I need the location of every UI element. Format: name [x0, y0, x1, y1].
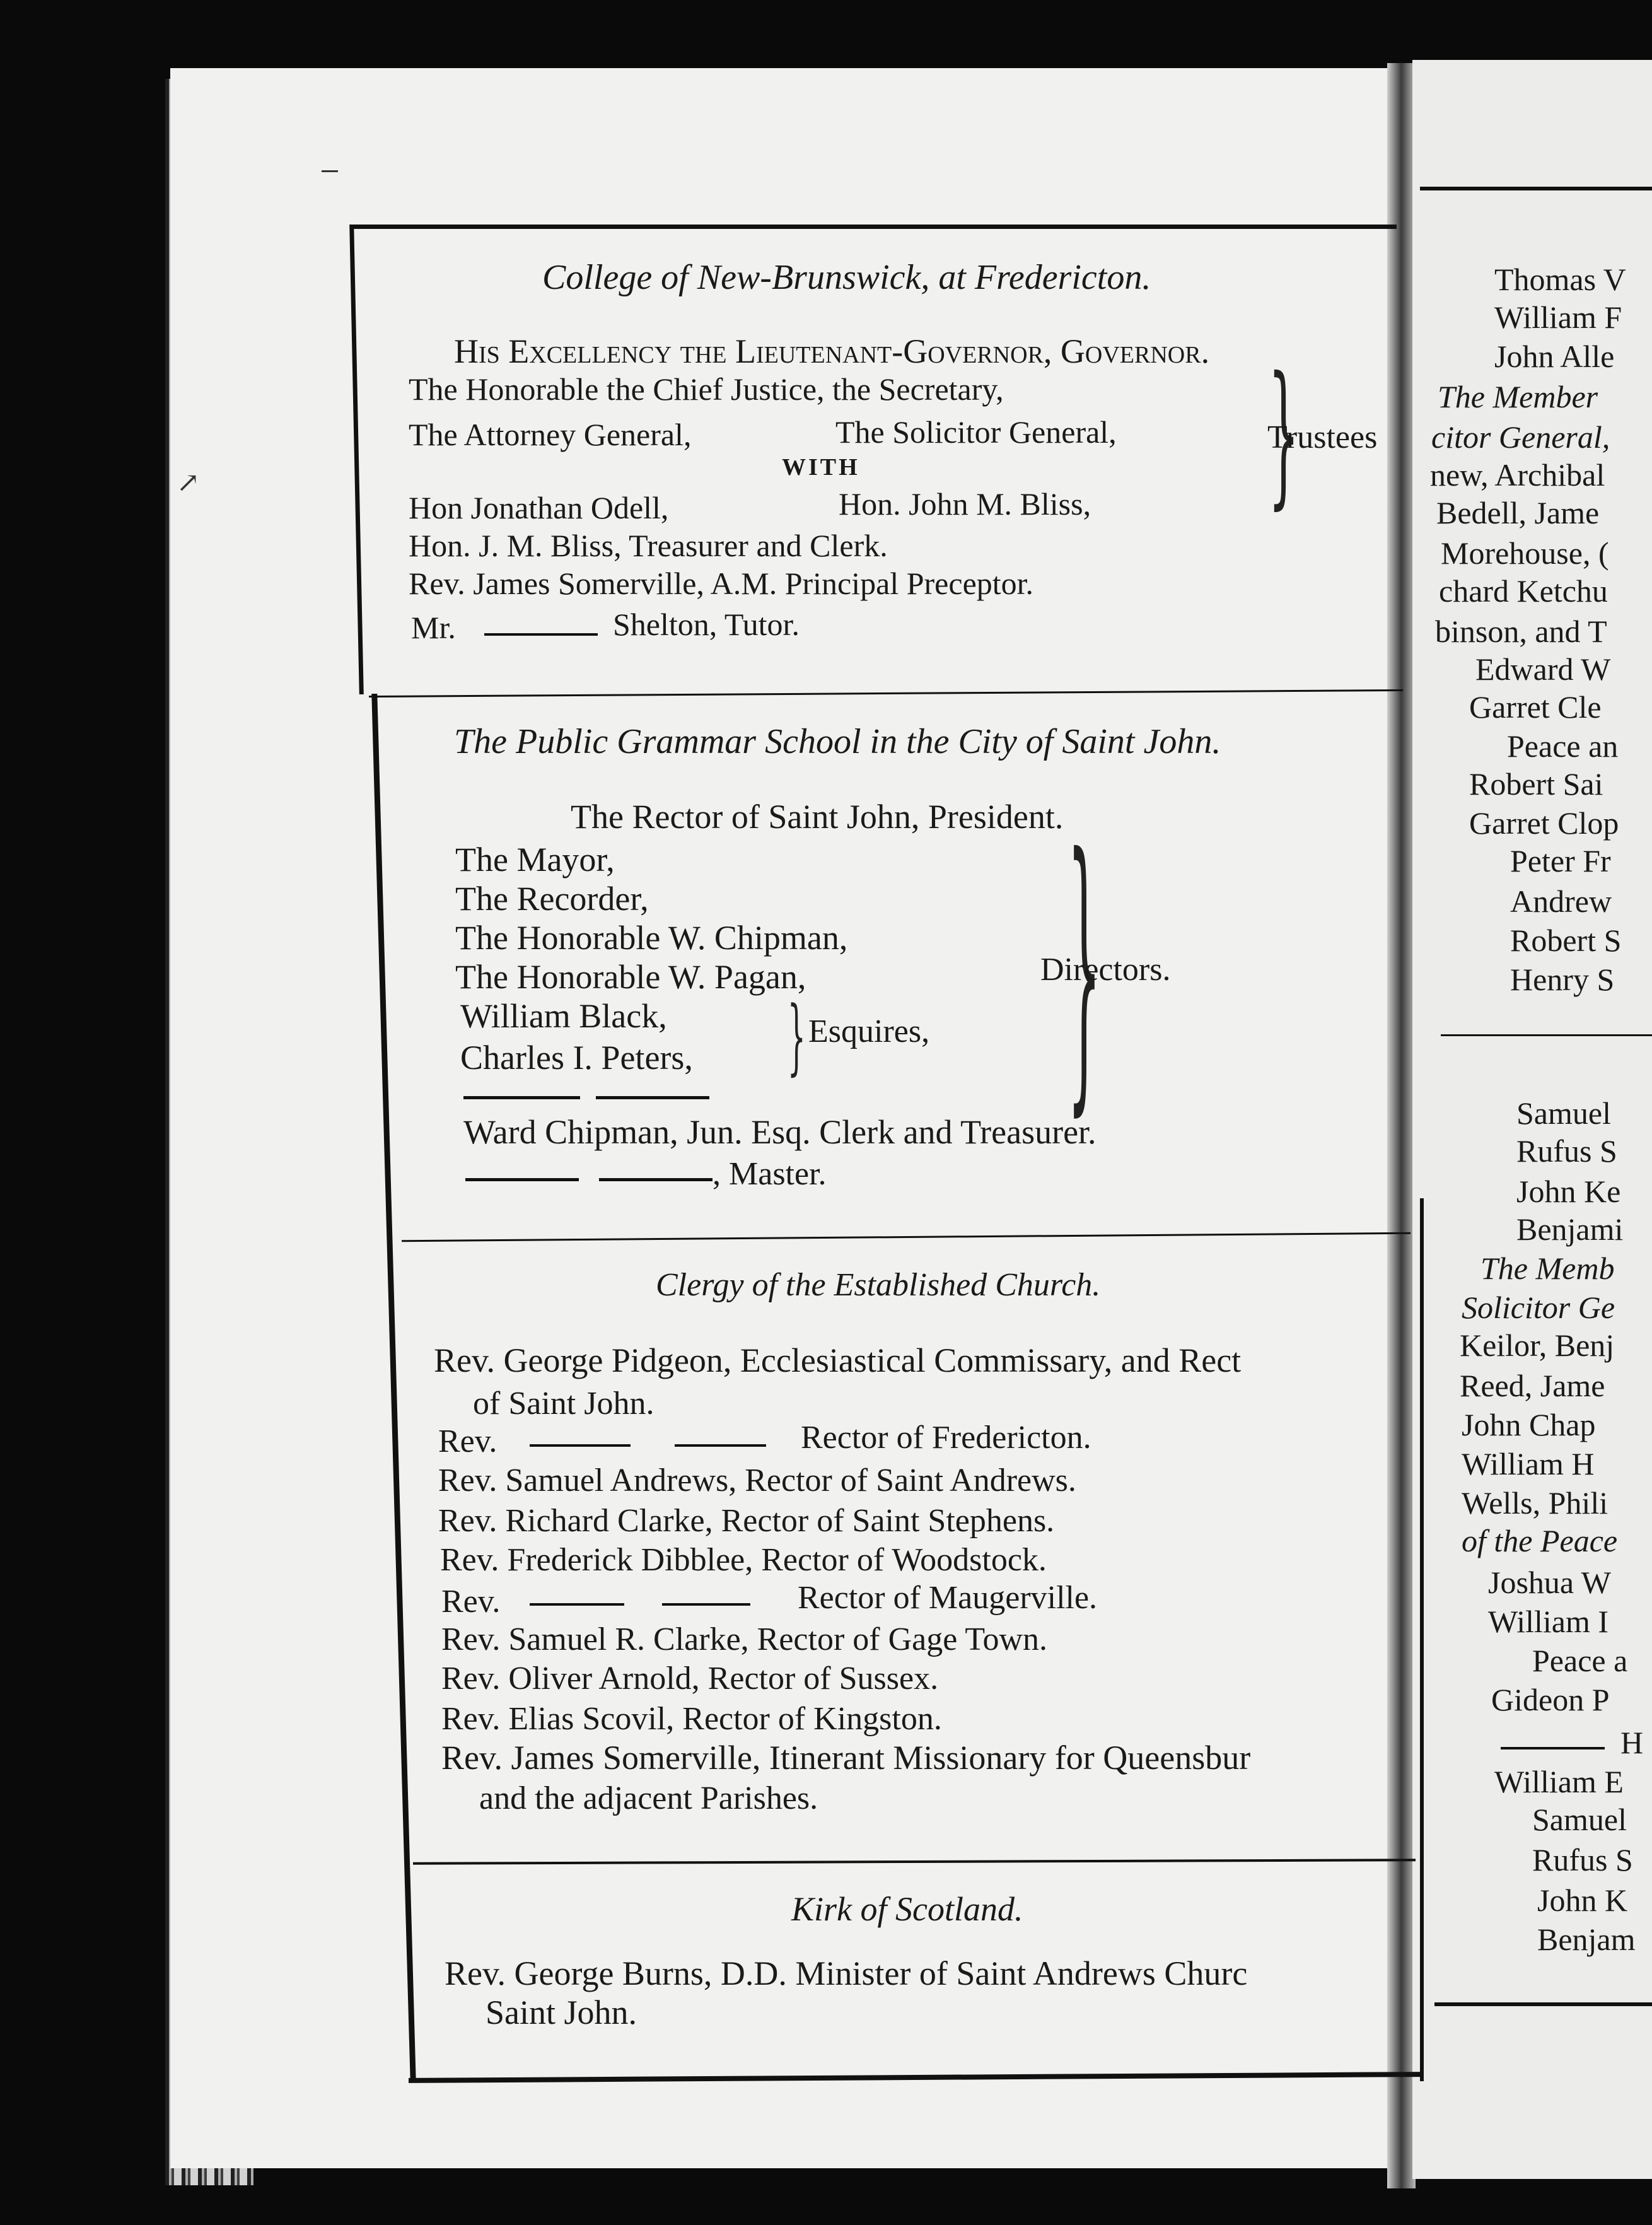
clergy-line-clarke: Rev. Richard Clarke, Rector of Saint Stephens.	[438, 1503, 1055, 1539]
right-line: of the Peace	[1462, 1523, 1618, 1558]
college-heading: College of New-Brunswick, at Fredericton.	[542, 258, 1151, 297]
maugerville-blank-2	[662, 1603, 750, 1606]
clergy-line-pidgeon-cont: of Saint John.	[473, 1386, 654, 1422]
right-line: Andrew	[1510, 884, 1612, 919]
right-line: Rufus S	[1532, 1842, 1633, 1878]
college-tutor-prefix: Mr.	[411, 610, 456, 645]
grammar-member-peters: Charles I. Peters,	[460, 1039, 693, 1077]
college-trustee-line-3b: Hon. John M. Bliss,	[839, 486, 1091, 522]
right-line: Benjami	[1516, 1212, 1624, 1247]
college-preceptor-line: Rev. James Somerville, A.M. Principal Preceptor.	[409, 566, 1034, 601]
right-line: H	[1620, 1725, 1644, 1760]
grammar-member-chipman: The Honorable W. Chipman,	[455, 919, 848, 957]
right-line: Reed, Jame	[1460, 1368, 1605, 1403]
fredericton-blank-1	[530, 1444, 631, 1447]
right-line: Wells, Phili	[1462, 1485, 1608, 1521]
clergy-line-pidgeon: Rev. George Pidgeon, Ecclesiastical Commissary, and Rect	[434, 1341, 1242, 1379]
clergy-line-andrews: Rev. Samuel Andrews, Rector of Saint Andrews.	[438, 1463, 1076, 1498]
right-page-divider-1	[1441, 1034, 1652, 1036]
maugerville-blank-1	[530, 1603, 624, 1606]
right-line: John Alle	[1494, 339, 1615, 374]
right-line: Peace a	[1532, 1643, 1628, 1678]
right-line: Peace an	[1507, 728, 1619, 764]
clergy-line-gagetown: Rev. Samuel R. Clarke, Rector of Gage Town.	[441, 1621, 1048, 1657]
kirk-line-burns: Rev. George Burns, D.D. Minister of Saint Andrews Churc	[445, 1954, 1248, 1992]
grammar-school-heading: The Public Grammar School in the City of Saint John.	[454, 722, 1221, 761]
college-trustee-line-3a: Hon Jonathan Odell,	[409, 490, 669, 525]
grammar-master-line: , Master.	[713, 1156, 827, 1192]
right-line: John K	[1537, 1883, 1628, 1918]
right-line: Gideon P	[1491, 1682, 1610, 1717]
college-governor-line: His Excellency the Lieutenant-Governor, Governor.	[454, 332, 1210, 370]
right-line: Joshua W	[1488, 1565, 1611, 1600]
clergy-line-somerville: Rev. James Somerville, Itinerant Missionary for Queensbur	[441, 1739, 1251, 1777]
college-trustee-line-2a: The Attorney General,	[409, 417, 692, 452]
clergy-line-fredericton: Rector of Fredericton.	[801, 1420, 1091, 1456]
right-line: Henry S	[1510, 962, 1615, 997]
right-line: William F	[1494, 300, 1622, 335]
right-line: Solicitor Ge	[1462, 1290, 1615, 1325]
college-treasurer-line: Hon. J. M. Bliss, Treasurer and Clerk.	[409, 528, 888, 563]
right-line: citor General,	[1431, 419, 1610, 455]
right-page-top-rule	[1420, 187, 1652, 190]
right-line: new, Archibal	[1430, 457, 1605, 493]
clergy-heading: Clergy of the Established Church.	[656, 1267, 1101, 1303]
right-line: John Ke	[1516, 1174, 1621, 1209]
right-line: William E	[1494, 1764, 1624, 1799]
grammar-blank-1	[463, 1096, 580, 1099]
right-line: Samuel	[1532, 1802, 1627, 1837]
trustees-brace: }	[1268, 344, 1300, 523]
margin-arrow-mark: ↗	[177, 467, 200, 498]
right-line: Robert Sai	[1469, 766, 1603, 802]
college-with-label: WITH	[782, 454, 860, 481]
grammar-member-mayor: The Mayor,	[455, 841, 615, 879]
right-line: The Member	[1438, 379, 1598, 414]
right-line: chard Ketchu	[1439, 573, 1608, 609]
right-line: Rufus S	[1516, 1133, 1617, 1169]
grammar-member-black: William Black,	[460, 997, 667, 1035]
college-trustee-line-2b: The Solicitor General,	[835, 414, 1117, 450]
esquires-label: Esquires,	[808, 1013, 930, 1049]
clergy-rev-label-fredericton: Rev.	[438, 1423, 497, 1459]
right-page-dash	[1501, 1747, 1605, 1749]
right-line: William H	[1462, 1446, 1595, 1481]
right-line: Benjam	[1537, 1922, 1636, 1957]
book-gutter	[1387, 63, 1416, 2188]
right-line: Garret Clop	[1469, 805, 1619, 841]
right-line: Keilor, Benj	[1460, 1328, 1615, 1363]
right-line: Thomas V	[1494, 262, 1626, 297]
margin-mark	[322, 170, 338, 172]
frame-top-rule	[353, 225, 1397, 229]
grammar-blank-2	[596, 1096, 709, 1099]
directors-label: Directors.	[1040, 952, 1171, 988]
right-line: William I	[1488, 1604, 1608, 1639]
right-line: Samuel	[1516, 1095, 1611, 1131]
clergy-line-dibblee: Rev. Frederick Dibblee, Rector of Woodstock.	[440, 1542, 1047, 1578]
right-page-bottom-rule	[1434, 2002, 1652, 2006]
right-line: Morehouse, (	[1441, 535, 1609, 571]
right-line: John Chap	[1462, 1407, 1596, 1442]
clergy-rev-label-maugerville: Rev.	[441, 1584, 501, 1620]
right-line: Bedell, Jame	[1436, 495, 1600, 530]
master-blank-1	[465, 1178, 579, 1181]
esquires-brace: }	[787, 988, 806, 1084]
fredericton-blank-2	[675, 1444, 766, 1447]
clergy-line-arnold: Rev. Oliver Arnold, Rector of Sussex.	[441, 1661, 939, 1696]
trustees-label: Trustees	[1267, 419, 1378, 455]
directors-brace: }	[1067, 795, 1102, 1140]
right-line: Robert S	[1510, 923, 1622, 958]
clergy-line-somerville-cont: and the adjacent Parishes.	[479, 1780, 818, 1816]
frame-right-rule	[1420, 1198, 1424, 2081]
grammar-member-recorder: The Recorder,	[455, 880, 649, 918]
tutor-name-blank	[484, 633, 598, 636]
clergy-line-maugerville: Rector of Maugerville.	[798, 1580, 1098, 1616]
right-line: Garret Cle	[1469, 689, 1602, 725]
clergy-line-scovil: Rev. Elias Scovil, Rector of Kingston.	[441, 1701, 942, 1737]
grammar-member-pagan: The Honorable W. Pagan,	[455, 958, 806, 996]
master-blank-2	[599, 1178, 713, 1181]
college-trustee-line-1: The Honorable the Chief Justice, the Secretary,	[409, 371, 1004, 407]
grammar-school-president: The Rector of Saint John, President.	[571, 798, 1064, 836]
kirk-line-burns-cont: Saint John.	[486, 1994, 637, 2031]
grammar-clerk-line: Ward Chipman, Jun. Esq. Clerk and Treasurer.	[463, 1113, 1096, 1151]
right-line: Edward W	[1475, 651, 1611, 687]
college-tutor-line: Shelton, Tutor.	[613, 607, 800, 642]
right-line: binson, and T	[1435, 614, 1607, 649]
right-line: The Memb	[1480, 1251, 1615, 1286]
right-line: Peter Fr	[1510, 843, 1611, 879]
kirk-heading: Kirk of Scotland.	[791, 1890, 1023, 1928]
